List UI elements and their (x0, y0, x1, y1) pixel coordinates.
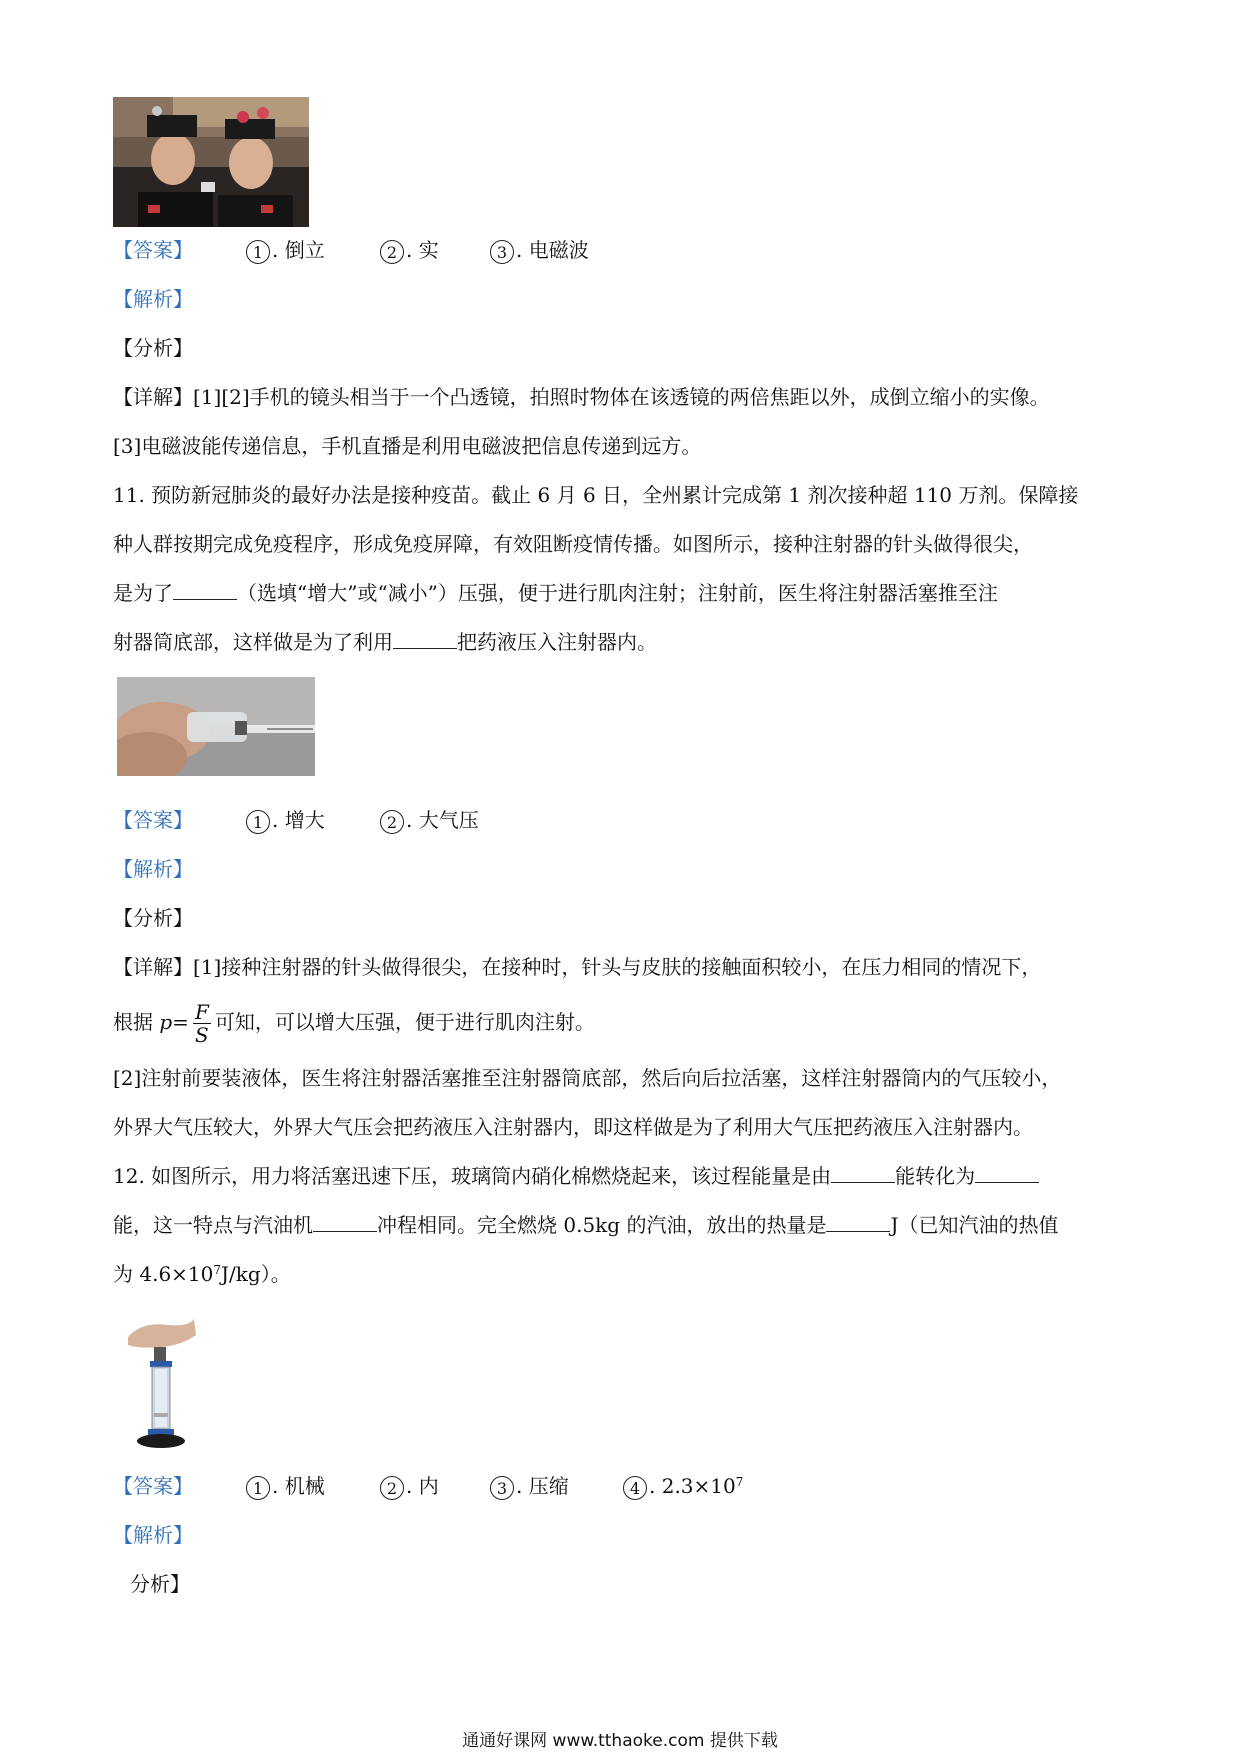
answer-option-1: 1 . 倒立 (246, 236, 325, 264)
answer-option-2: 2 . 大气压 (380, 806, 479, 834)
answer-text: 2.3×10 (661, 1474, 736, 1498)
circled-number: 1 (246, 240, 270, 264)
circled-number: 2 (380, 810, 404, 834)
fill-blank (393, 630, 457, 649)
fill-blank (831, 1164, 895, 1183)
fenxi-label: 【分析】 (113, 906, 193, 930)
answer-option-2: 2 . 实 (380, 236, 439, 264)
answer-option-1: 1 . 机械 (246, 1472, 325, 1500)
analysis-label: 【解析】 (113, 1523, 193, 1547)
answer-text: 增大 (284, 808, 325, 832)
answer-label: 【答案】 (113, 808, 193, 832)
answer-option-1: 1 . 增大 (246, 806, 325, 834)
answer-text: 压缩 (528, 1474, 569, 1498)
detail-line: 【详解】[1][2]手机的镜头相当于一个凸透镜，拍照时物体在该透镜的两倍焦距以外，成倒立缩小的实像。 (113, 385, 1050, 409)
question-line: 能，这一特点与汽油机 冲程相同。完全燃烧 0.5kg 的汽油，放出的热量是 J（已知汽油的热值 (113, 1213, 1059, 1237)
detail-line: 【详解】[1]接种注射器的针头做得很尖，在接种时，针头与皮肤的接触面积较小，在压力相同的情况下， (113, 955, 1042, 979)
detail-line: [3]电磁波能传递信息，手机直播是利用电磁波把信息传递到远方。 (113, 434, 702, 458)
fill-blank (313, 1213, 377, 1232)
formula-numerator: F (194, 1000, 209, 1024)
detail-label: 【详解】 (113, 955, 193, 979)
circled-number: 3 (490, 1476, 514, 1500)
circled-number: 1 (246, 1476, 270, 1500)
circled-number: 3 (490, 240, 514, 264)
fill-blank (173, 581, 237, 600)
question-line: 为 $4.6\times 10^7J/kg$）。 (113, 1262, 291, 1286)
answer-option-4: 4 . $2.3\times 10^7$ (623, 1472, 743, 1500)
circled-number: 1 (246, 810, 270, 834)
page-footer: 通通好课网 www.tthaoke.com 提供下载 (462, 1731, 778, 1751)
question-line: 是为了 （选填“增大”或“减小”）压强，便于进行肌肉注射；注射前，医生将注射器活塞推至注 (113, 581, 998, 605)
question-line: 射器筒底部，这样做是为了利用 把药液压入注射器内。 (113, 630, 657, 654)
fill-blank (975, 1164, 1039, 1183)
question-line: 11. 预防新冠肺炎的最好办法是接种疫苗。截止 6 月 6 日，全州累计完成第 1 剂次接种超 110 万剂。保障接 (113, 483, 1079, 507)
answer-text: 大气压 (418, 808, 479, 832)
answer-option-3: 3 . 压缩 (490, 1472, 569, 1500)
formula-fraction (193, 1001, 211, 1046)
formula-p: p (159, 1010, 173, 1034)
circled-number: 2 (380, 1476, 404, 1500)
formula-denominator: S (195, 1023, 209, 1047)
fill-blank (826, 1213, 890, 1232)
circled-number: 4 (623, 1476, 647, 1500)
detail-line: [2]注射前要装液体，医生将注射器活塞推至注射器筒底部，然后向后拉活塞，这样注射器筒内的气压较小， (113, 1066, 1062, 1090)
formula-equals: = (172, 1010, 189, 1034)
answer-text: 实 (418, 238, 439, 262)
answer-text: 倒立 (284, 238, 325, 262)
analysis-label: 【解析】 (113, 857, 193, 881)
question-line: 12. 如图所示，用力将活塞迅速下压，玻璃筒内硝化棉燃烧起来，该过程能量是由 能转化为 (113, 1162, 1039, 1190)
photo-women-phone (113, 97, 309, 227)
answer-text: 电磁波 (528, 238, 589, 262)
answer-option-2: 2 . 内 (380, 1472, 439, 1500)
detail-line: 外界大气压较大，外界大气压会把药液压入注射器内，即这样做是为了利用大气压把药液压入注射器内。 (113, 1115, 1033, 1139)
fenxi-label: 分析】 (130, 1572, 190, 1596)
question-line: 种人群按期完成免疫程序，形成免疫屏障，有效阻断疫情传播。如图所示，接种注射器的针头做得很尖， (113, 532, 1033, 556)
analysis-label: 【解析】 (113, 287, 193, 311)
photo-syringe (117, 677, 315, 776)
fenxi-label: 【分析】 (113, 336, 193, 360)
answer-text: 机械 (284, 1474, 325, 1498)
detail-label: 【详解】 (113, 385, 193, 409)
photo-compression-tube (122, 1317, 200, 1452)
detail-formula-line: 根据 p= $\frac{F}{S}$ 可知，可以增大压强，便于进行肌肉注射。 (113, 1000, 595, 1047)
answer-option-3: 3 . 电磁波 (490, 236, 589, 264)
answer-label: 【答案】 (113, 238, 193, 262)
answer-text: 内 (418, 1474, 439, 1498)
circled-number: 2 (380, 240, 404, 264)
answer-label: 【答案】 (113, 1474, 193, 1498)
